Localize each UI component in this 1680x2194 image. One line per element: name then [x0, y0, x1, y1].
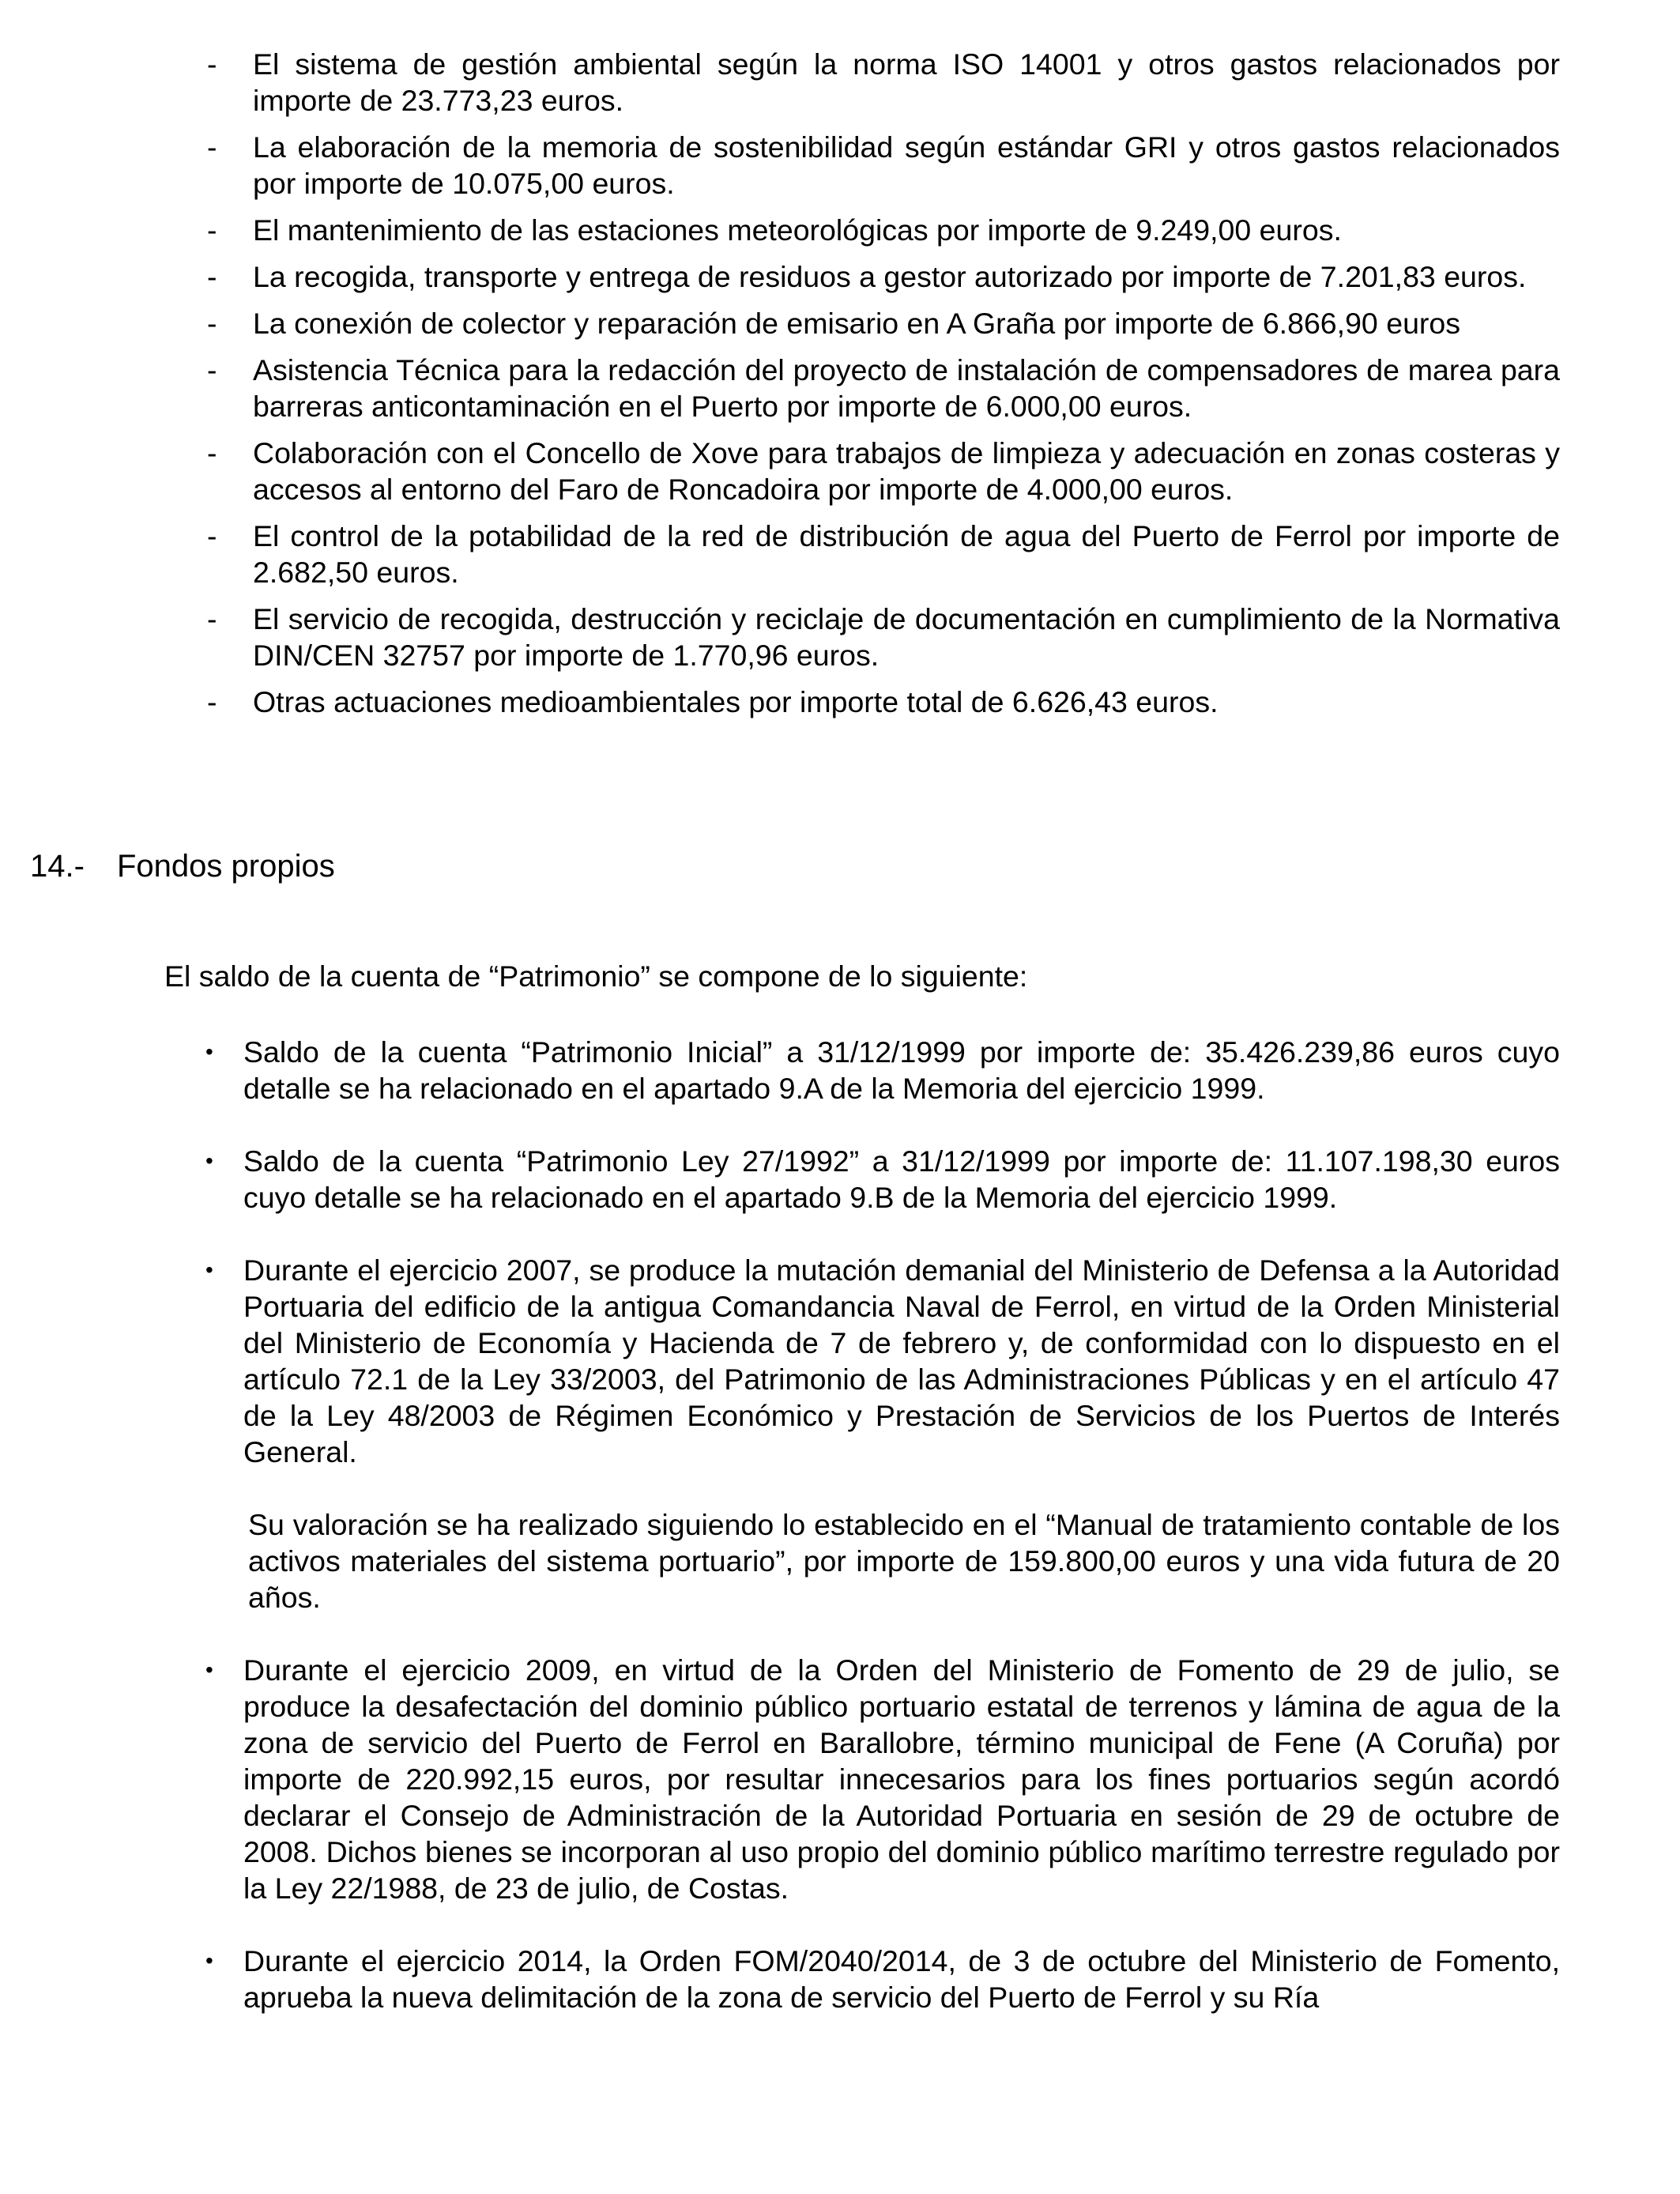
section-title: Fondos propios: [117, 849, 335, 884]
dash-item: [207, 258, 1560, 295]
bullet-marker: •: [205, 1039, 213, 1064]
dash-item-text: Colaboración con el Concello de Xove para trabajos de limpieza y adecuación en zonas costeras y accesos al entorno del Faro de Roncadoira por importe de 4.000,00 euros.: [253, 436, 1560, 506]
dash-item-text: El mantenimiento de las estaciones meteorológicas por importe de 9.249,00 euros.: [253, 213, 1342, 247]
dash-item: [207, 129, 1560, 202]
dash-marker: -: [207, 213, 217, 247]
dash-item-text: El control de la potabilidad de la red de distribución de agua del Puerto de Ferrol por importe de 2.682,50 euros.: [253, 519, 1560, 589]
dash-marker: -: [207, 47, 217, 81]
bullet-subparagraph: Su valoración se ha realizado siguiendo lo establecido en el “Manual de tratamiento contable de los activos materiales del sistema portuario”, por importe de 159.800,00 euros y una vida futura de 20 años.: [248, 1508, 1560, 1614]
dash-marker: -: [207, 436, 217, 469]
dash-item: [207, 212, 1560, 248]
intro-paragraph: El saldo de la cuenta de “Patrimonio” se compone de lo siguiente:: [164, 959, 1028, 993]
dash-item: [207, 46, 1560, 119]
bullet-text: Durante el ejercicio 2009, en virtud de la Orden del Ministerio de Fomento de 29 de julio, se produce la desafectación del dominio público portuario estatal de terrenos y lámina de agua de la zona de servicio del Puerto de Ferrol en Barallobre, término municipal de Fene (A Coruña) por importe de 220.992,15 euros, por resultar innecesarios para los fines portuarios según acordó declarar el Consejo de Administración de la Autoridad Portuaria en sesión de 29 de octubre de 2008. Dichos bienes se incorporan al uso propio del dominio público marítimo terrestre regulado por la Ley 22/1988, de 23 de julio, de Costas.: [243, 1653, 1560, 1905]
bullet-text: Durante el ejercicio 2014, la Orden FOM/2040/2014, de 3 de octubre del Ministerio de Fomento, aprueba la nueva delimitación de la zona de servicio del Puerto de Ferrol y su Ría: [243, 1944, 1560, 2014]
dash-marker: -: [207, 307, 217, 340]
bullet-text: Saldo de la cuenta “Patrimonio Inicial” a 31/12/1999 por importe de: 35.426.239,86 euros cuyo detalle se ha relacionado en el apartado 9.A de la Memoria del ejercicio 1999.: [243, 1035, 1560, 1105]
expense-dash-list: [207, 46, 1560, 730]
bullet-item: [204, 1143, 1560, 1216]
section-number: 14.-: [30, 849, 85, 884]
dash-item-text: La conexión de colector y reparación de emisario en A Graña por importe de 6.866,90 euros: [253, 307, 1461, 340]
bullet-item: [204, 1943, 1560, 2015]
dash-item-text: El sistema de gestión ambiental según la norma ISO 14001 y otros gastos relacionados por importe de 23.773,23 euros.: [253, 47, 1560, 117]
dash-item: [207, 601, 1560, 673]
dash-item-text: La recogida, transporte y entrega de residuos a gestor autorizado por importe de 7.201,83 euros.: [253, 260, 1527, 293]
patrimonio-bullet-list: [204, 1034, 1560, 2052]
dash-item: [207, 352, 1560, 424]
dash-marker: -: [207, 602, 217, 635]
dash-marker: -: [207, 260, 217, 293]
dash-marker: -: [207, 353, 217, 386]
bullet-text: Durante el ejercicio 2007, se produce la mutación demanial del Ministerio de Defensa a la Autoridad Portuaria del edificio de la antigua Comandancia Naval de Ferrol, en virtud de la Orden Ministerial del Ministerio de Economía y Hacienda de 7 de febrero y, de conformidad con lo dispuesto en el artículo 72.1 de la Ley 33/2003, del Patrimonio de las Administraciones Públicas y en el artículo 47 de la Ley 48/2003 de Régimen Económico y Prestación de Servicios de los Puertos de Interés General.: [243, 1253, 1560, 1468]
dash-marker: -: [207, 130, 217, 164]
dash-item: [207, 305, 1560, 341]
dash-item: [207, 518, 1560, 590]
section-heading: [30, 847, 335, 885]
dash-item-text: La elaboración de la memoria de sostenibilidad según estándar GRI y otros gastos relacionados por importe de 10.075,00 euros.: [253, 130, 1560, 200]
bullet-item: [204, 1652, 1560, 1906]
dash-item: [207, 684, 1560, 720]
dash-item-text: Otras actuaciones medioambientales por importe total de 6.626,43 euros.: [253, 685, 1219, 718]
bullet-marker: •: [205, 1148, 213, 1173]
bullet-marker: •: [205, 1657, 213, 1682]
bullet-item: [204, 1252, 1560, 1615]
dash-item-text: El servicio de recogida, destrucción y reciclaje de documentación en cumplimiento de la Normativa DIN/CEN 32757 por importe de 1.770,96 euros.: [253, 602, 1560, 672]
dash-marker: -: [207, 519, 217, 552]
bullet-text: Saldo de la cuenta “Patrimonio Ley 27/1992” a 31/12/1999 por importe de: 11.107.198,30 euros cuyo detalle se ha relacionado en el apartado 9.B de la Memoria del ejercicio 1999.: [243, 1144, 1560, 1214]
dash-marker: -: [207, 685, 217, 718]
dash-item: [207, 435, 1560, 507]
bullet-item: [204, 1034, 1560, 1106]
bullet-marker: •: [205, 1948, 213, 1973]
dash-item-text: Asistencia Técnica para la redacción del proyecto de instalación de compensadores de marea para barreras anticontaminación en el Puerto por importe de 6.000,00 euros.: [253, 353, 1560, 423]
bullet-marker: •: [205, 1257, 213, 1282]
